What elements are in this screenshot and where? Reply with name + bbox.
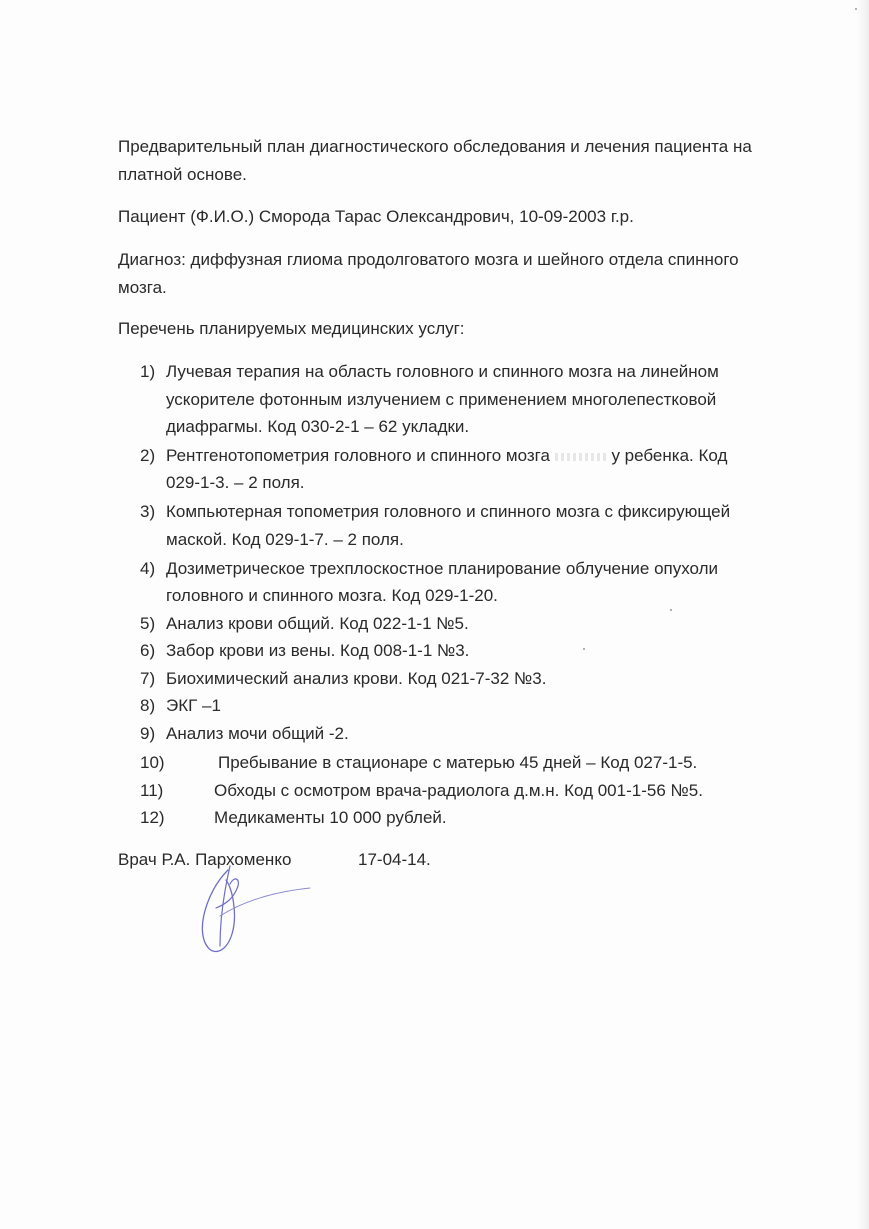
item-number-10: 10)	[140, 753, 165, 772]
item-8-line-1: ЭКГ –1	[166, 696, 221, 715]
item-number-3: 3)	[140, 502, 156, 521]
item-number-4: 4)	[140, 559, 156, 578]
diagnosis-line-2: мозга.	[118, 278, 167, 297]
item-1-line-3: диафрагмы. Код 030-2-1 – 62 укладки.	[166, 417, 470, 436]
item-number-5: 5)	[140, 614, 156, 633]
title-line-2: платной основе.	[118, 165, 247, 184]
item-number-1: 1)	[140, 362, 156, 381]
item-2-line-1-end: у ребенка. Код	[611, 446, 728, 465]
scan-speck	[670, 609, 672, 611]
item-1-line-2: ускорителе фотонным излучением с применением многолепестковой	[166, 390, 717, 409]
item-4-line-2: головного и спинного мозга. Код 029-1-20.	[166, 586, 498, 605]
scan-speck	[855, 8, 857, 10]
item-5-line-1: Анализ крови общий. Код 022-1-1 №5.	[166, 614, 469, 633]
title-line-1: Предварительный план диагностического обследования и лечения пациента на	[118, 137, 752, 156]
item-3-line-1: Компьютерная топометрия головного и спинного мозга с фиксирующей	[166, 502, 731, 521]
erased-text-mark	[555, 453, 607, 461]
item-2-line-1	[166, 445, 727, 467]
services-heading: Перечень планируемых медицинских услуг:	[118, 319, 465, 338]
item-number-7: 7)	[140, 669, 156, 688]
item-6-line-1: Забор крови из вены. Код 008-1-1 №3.	[166, 641, 470, 660]
item-number-2: 2)	[140, 446, 156, 465]
item-7-line-1: Биохимический анализ крови. Код 021-7-32 №3.	[166, 669, 547, 688]
item-12-line-1: Медикаменты 10 000 рублей.	[214, 808, 447, 827]
item-number-12: 12)	[140, 808, 165, 827]
scan-edge-shadow	[857, 0, 869, 1229]
item-1-line-1: Лучевая терапия на область головного и спинного мозга на линейном	[166, 362, 719, 381]
item-10-line-1: Пребывание в стационаре с матерью 45 дней – Код 027-1-5.	[218, 753, 698, 772]
handwritten-signature	[190, 858, 370, 968]
scan-speck	[583, 648, 585, 650]
doctor-signature-label: Врач Р.А. Пархоменко	[118, 850, 292, 869]
patient-line: Пациент (Ф.И.О.) Сморода Тарас Олександрович, 10-09-2003 г.р.	[118, 207, 634, 226]
item-4-line-1: Дозиметрическое трехплоскостное планирование облучение опухоли	[166, 559, 719, 578]
item-number-8: 8)	[140, 696, 156, 715]
item-2-line-2: 029-1-3. – 2 поля.	[166, 473, 305, 492]
signature-date: 17-04-14.	[358, 850, 431, 869]
item-9-line-1: Анализ мочи общий -2.	[166, 724, 349, 743]
item-number-9: 9)	[140, 724, 156, 743]
item-number-6: 6)	[140, 641, 156, 660]
item-2-line-1-start: Рентгенотопометрия головного и спинного мозга	[166, 446, 550, 465]
item-number-11: 11)	[140, 781, 164, 800]
item-11-line-1: Обходы с осмотром врача-радиолога д.м.н. Код 001-1-56 №5.	[214, 781, 703, 800]
item-3-line-2: маской. Код 029-1-7. – 2 поля.	[166, 530, 404, 549]
diagnosis-line-1: Диагноз: диффузная глиома продолговатого мозга и шейного отдела спинного	[118, 250, 739, 269]
